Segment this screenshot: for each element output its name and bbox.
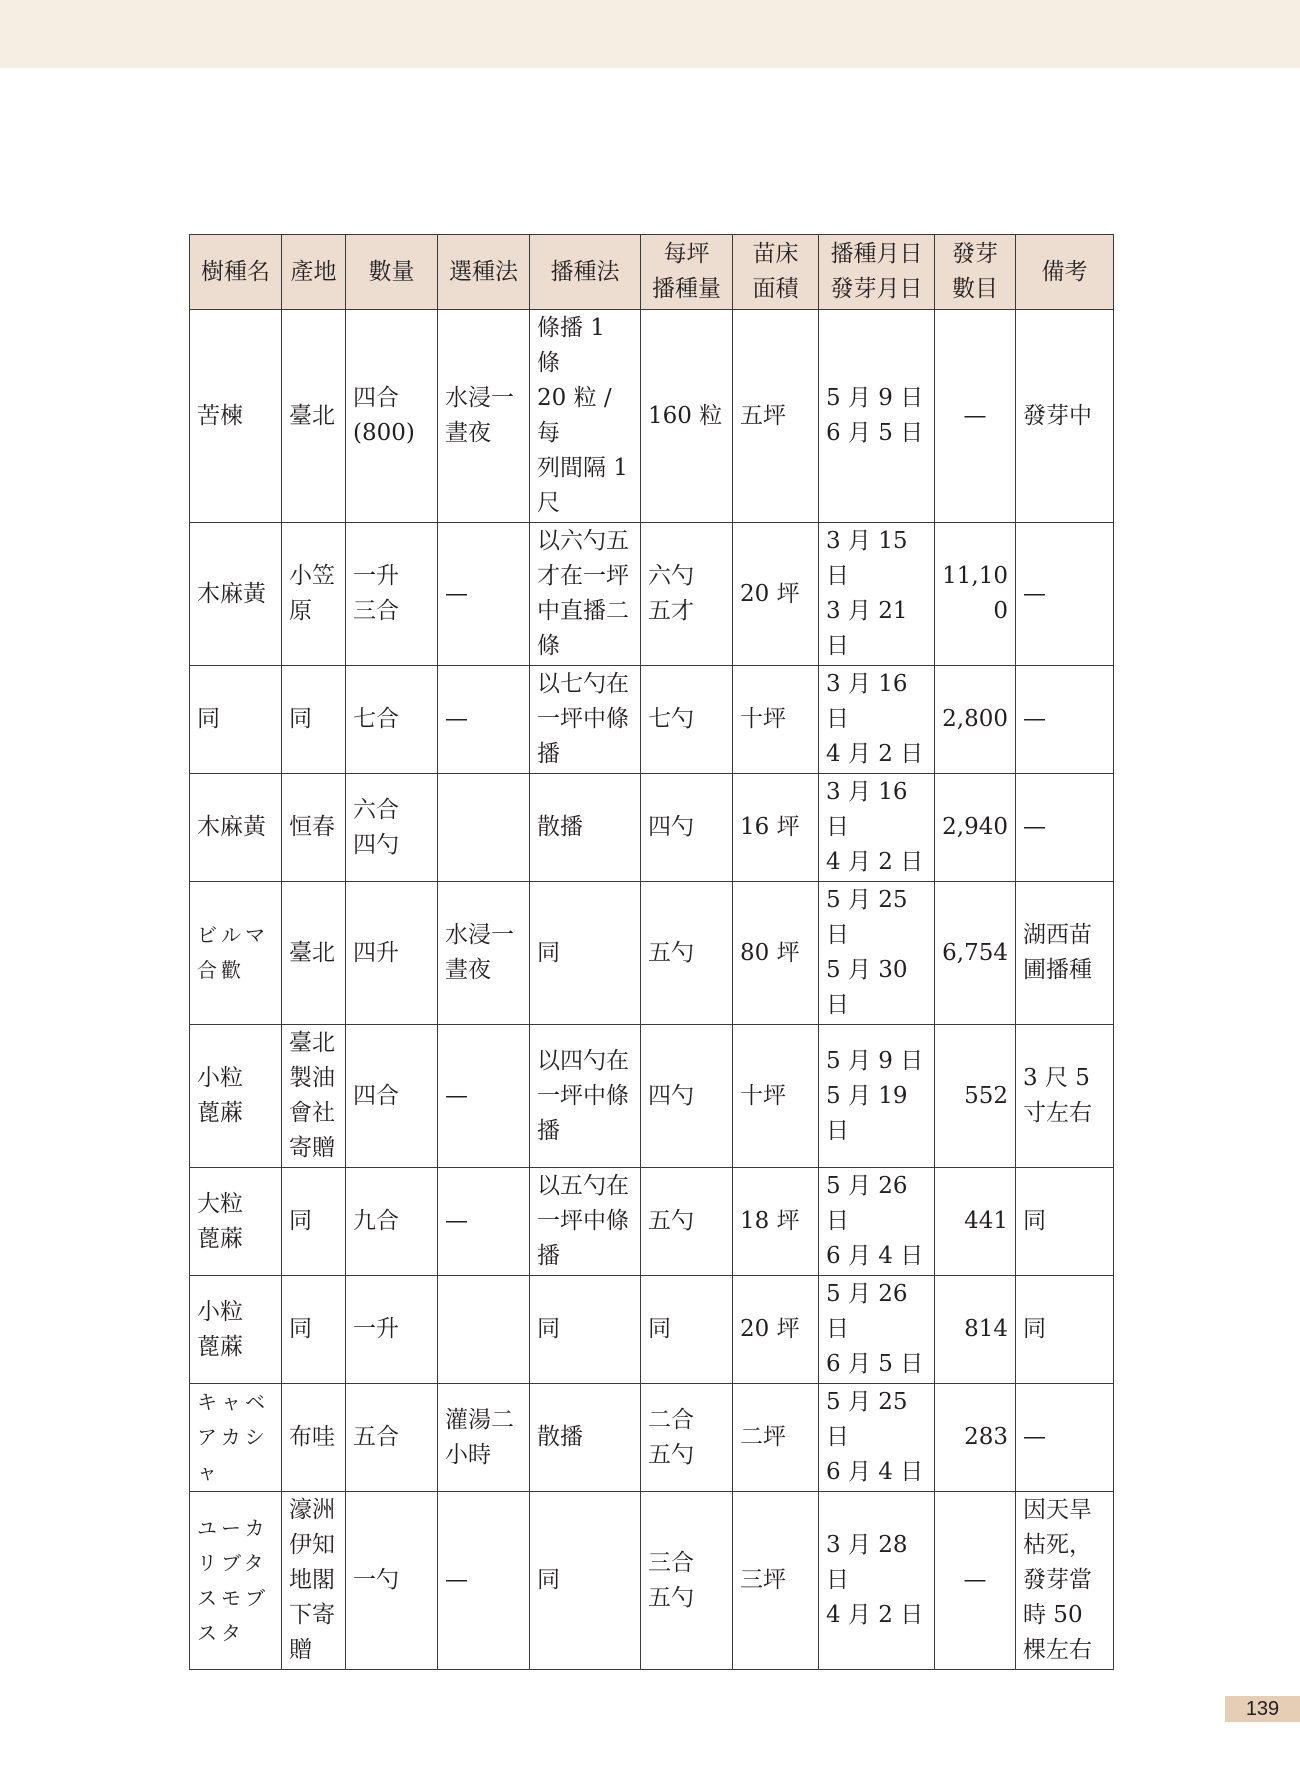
cell-sowing-method: 以六勺五 才在一坪 中直播二 條 bbox=[530, 523, 641, 666]
cell-remarks: 同 bbox=[1016, 1276, 1114, 1384]
cell-selection-method: 灌湯二 小時 bbox=[438, 1384, 530, 1492]
header-bed-area: 苗床 面積 bbox=[733, 235, 819, 310]
cell-species: 小粒 蓖蔴 bbox=[190, 1276, 282, 1384]
cell-bed-area: 五坪 bbox=[733, 310, 819, 523]
cell-dates: 5 月 9 日 6 月 5 日 bbox=[819, 310, 935, 523]
cell-remarks: 發芽中 bbox=[1016, 310, 1114, 523]
cell-sowing-method: 同 bbox=[530, 1276, 641, 1384]
cell-quantity: 六合 四勺 bbox=[346, 774, 438, 882]
cell-quantity: 一升 三合 bbox=[346, 523, 438, 666]
cell-remarks: — bbox=[1016, 1384, 1114, 1492]
cell-selection-method: 水浸一 晝夜 bbox=[438, 882, 530, 1025]
cell-bed-area: 80 坪 bbox=[733, 882, 819, 1025]
table-row bbox=[190, 310, 1114, 523]
cell-selection-method bbox=[438, 1276, 530, 1384]
page-number: 139 bbox=[1225, 1696, 1300, 1722]
cell-origin: 同 bbox=[282, 1168, 346, 1276]
cell-bed-area: 20 坪 bbox=[733, 523, 819, 666]
cell-sowing-method: 以五勺在 一坪中條 播 bbox=[530, 1168, 641, 1276]
cell-amount-per-ping: 七勺 bbox=[641, 666, 733, 774]
cell-sowing-method: 散播 bbox=[530, 1384, 641, 1492]
cell-germination-count: 2,800 bbox=[935, 666, 1016, 774]
cell-quantity: 四合 (800) bbox=[346, 310, 438, 523]
table-body bbox=[190, 310, 1114, 1670]
cell-selection-method: — bbox=[438, 1025, 530, 1168]
cell-origin: 臺北 bbox=[282, 310, 346, 523]
cell-species: 木麻黃 bbox=[190, 774, 282, 882]
cell-selection-method: 水浸一 晝夜 bbox=[438, 310, 530, 523]
cell-germination-count: 814 bbox=[935, 1276, 1016, 1384]
cell-bed-area: 二坪 bbox=[733, 1384, 819, 1492]
header-quantity: 數量 bbox=[346, 235, 438, 310]
cell-bed-area: 十坪 bbox=[733, 666, 819, 774]
header-remarks: 備考 bbox=[1016, 235, 1114, 310]
cell-amount-per-ping: 五勺 bbox=[641, 1168, 733, 1276]
cell-bed-area: 三坪 bbox=[733, 1492, 819, 1670]
table-row bbox=[190, 666, 1114, 774]
header-band bbox=[0, 0, 1300, 68]
header-dates: 播種月日 發芽月日 bbox=[819, 235, 935, 310]
table-row bbox=[190, 882, 1114, 1025]
cell-amount-per-ping: 二合 五勺 bbox=[641, 1384, 733, 1492]
cell-selection-method: — bbox=[438, 1168, 530, 1276]
cell-dates: 3 月 15 日 3 月 21 日 bbox=[819, 523, 935, 666]
header-amount-per-ping: 每坪 播種量 bbox=[641, 235, 733, 310]
cell-quantity: 四合 bbox=[346, 1025, 438, 1168]
cell-remarks: — bbox=[1016, 666, 1114, 774]
table-row bbox=[190, 1276, 1114, 1384]
cell-dates: 5 月 26 日 6 月 4 日 bbox=[819, 1168, 935, 1276]
cell-selection-method: — bbox=[438, 1492, 530, 1670]
cell-dates: 5 月 26 日 6 月 5 日 bbox=[819, 1276, 935, 1384]
table-row bbox=[190, 1384, 1114, 1492]
cell-dates: 5 月 25 日 5 月 30 日 bbox=[819, 882, 935, 1025]
cell-germination-count: 552 bbox=[935, 1025, 1016, 1168]
cell-remarks: 3 尺 5 寸左右 bbox=[1016, 1025, 1114, 1168]
cell-remarks: 因天旱 枯死， 發芽當 時 50 棵左右 bbox=[1016, 1492, 1114, 1670]
cell-remarks: — bbox=[1016, 774, 1114, 882]
cell-sowing-method: 條播 1 條 20 粒 / 每 列間隔 1 尺 bbox=[530, 310, 641, 523]
cell-sowing-method: 以四勺在 一坪中條 播 bbox=[530, 1025, 641, 1168]
cell-remarks: 湖西苗 圃播種 bbox=[1016, 882, 1114, 1025]
cell-amount-per-ping: 同 bbox=[641, 1276, 733, 1384]
cell-species: ビルマ 合歡 bbox=[190, 882, 282, 1025]
cell-dates: 5 月 25 日 6 月 4 日 bbox=[819, 1384, 935, 1492]
cell-species: キャベ アカシ ャ bbox=[190, 1384, 282, 1492]
header-origin: 產地 bbox=[282, 235, 346, 310]
cell-species: 苦楝 bbox=[190, 310, 282, 523]
cell-quantity: 一勺 bbox=[346, 1492, 438, 1670]
cell-selection-method bbox=[438, 774, 530, 882]
table-row bbox=[190, 1168, 1114, 1276]
cell-germination-count: 6,754 bbox=[935, 882, 1016, 1025]
cell-quantity: 五合 bbox=[346, 1384, 438, 1492]
header-sowing-method: 播種法 bbox=[530, 235, 641, 310]
table-row bbox=[190, 774, 1114, 882]
cell-quantity: 九合 bbox=[346, 1168, 438, 1276]
cell-dates: 3 月 16 日 4 月 2 日 bbox=[819, 666, 935, 774]
cell-remarks: — bbox=[1016, 523, 1114, 666]
cell-amount-per-ping: 六勺 五才 bbox=[641, 523, 733, 666]
cell-sowing-method: 同 bbox=[530, 882, 641, 1025]
cell-germination-count: 283 bbox=[935, 1384, 1016, 1492]
cell-origin: 臺北 製油 會社 寄贈 bbox=[282, 1025, 346, 1168]
header-selection-method: 選種法 bbox=[438, 235, 530, 310]
cell-dates: 3 月 16 日 4 月 2 日 bbox=[819, 774, 935, 882]
cell-remarks: 同 bbox=[1016, 1168, 1114, 1276]
cell-germination-count: — bbox=[935, 1492, 1016, 1670]
cell-species: ユーカ リブタ スモブ スタ bbox=[190, 1492, 282, 1670]
cell-bed-area: 十坪 bbox=[733, 1025, 819, 1168]
header-germination-count: 發芽 數目 bbox=[935, 235, 1016, 310]
cell-species: 大粒 蓖蔴 bbox=[190, 1168, 282, 1276]
cell-sowing-method: 散播 bbox=[530, 774, 641, 882]
cell-germination-count: 441 bbox=[935, 1168, 1016, 1276]
cell-origin: 同 bbox=[282, 666, 346, 774]
cell-bed-area: 16 坪 bbox=[733, 774, 819, 882]
cell-quantity: 七合 bbox=[346, 666, 438, 774]
cell-sowing-method: 以七勺在 一坪中條 播 bbox=[530, 666, 641, 774]
cell-bed-area: 18 坪 bbox=[733, 1168, 819, 1276]
table-header-row bbox=[190, 235, 1114, 310]
cell-germination-count: 2,940 bbox=[935, 774, 1016, 882]
cell-bed-area: 20 坪 bbox=[733, 1276, 819, 1384]
cell-amount-per-ping: 四勺 bbox=[641, 774, 733, 882]
cell-origin: 臺北 bbox=[282, 882, 346, 1025]
cell-species: 同 bbox=[190, 666, 282, 774]
cell-selection-method: — bbox=[438, 523, 530, 666]
seed-sowing-table bbox=[189, 234, 1114, 1670]
cell-quantity: 四升 bbox=[346, 882, 438, 1025]
table-row bbox=[190, 1492, 1114, 1670]
cell-germination-count: — bbox=[935, 310, 1016, 523]
cell-germination-count: 11,100 bbox=[935, 523, 1016, 666]
cell-quantity: 一升 bbox=[346, 1276, 438, 1384]
cell-dates: 3 月 28 日 4 月 2 日 bbox=[819, 1492, 935, 1670]
cell-amount-per-ping: 四勺 bbox=[641, 1025, 733, 1168]
cell-origin: 恒春 bbox=[282, 774, 346, 882]
table-row bbox=[190, 523, 1114, 666]
header-species: 樹種名 bbox=[190, 235, 282, 310]
cell-species: 木麻黃 bbox=[190, 523, 282, 666]
table-row bbox=[190, 1025, 1114, 1168]
cell-origin: 濠洲 伊知 地閣 下寄 贈 bbox=[282, 1492, 346, 1670]
cell-amount-per-ping: 五勺 bbox=[641, 882, 733, 1025]
cell-dates: 5 月 9 日 5 月 19 日 bbox=[819, 1025, 935, 1168]
cell-amount-per-ping: 160 粒 bbox=[641, 310, 733, 523]
cell-origin: 布哇 bbox=[282, 1384, 346, 1492]
cell-species: 小粒 蓖蔴 bbox=[190, 1025, 282, 1168]
cell-origin: 同 bbox=[282, 1276, 346, 1384]
cell-selection-method: — bbox=[438, 666, 530, 774]
cell-amount-per-ping: 三合 五勺 bbox=[641, 1492, 733, 1670]
cell-origin: 小笠 原 bbox=[282, 523, 346, 666]
cell-sowing-method: 同 bbox=[530, 1492, 641, 1670]
